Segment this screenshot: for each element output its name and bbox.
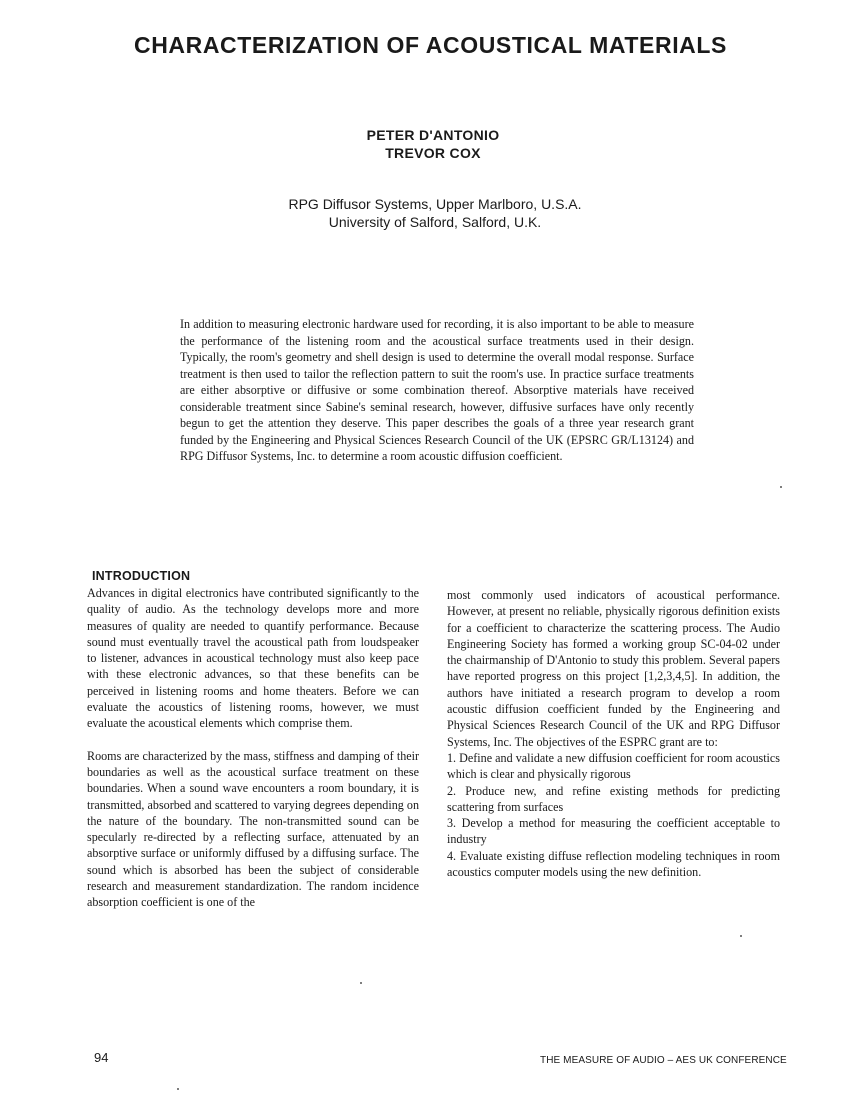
section-heading: INTRODUCTION: [92, 569, 191, 583]
affiliation-list: [220, 195, 650, 231]
affiliation: University of Salford, Salford, U.K.: [328, 214, 542, 230]
objective-item: 1. Define and validate a new diffusion coefficient for room acoustics which is clear and physically rigorous: [447, 750, 780, 782]
scan-speck: [177, 1088, 179, 1090]
scan-speck: [740, 935, 742, 937]
scan-speck: [360, 982, 362, 984]
scan-speck: [780, 486, 782, 488]
abstract: In addition to measuring electronic hardware used for recording, it is also important to be able to measure the performance of the listening room and the acoustical surface treatments used in their design. Typically, the room's geometry and shell design is used to determine the overall modal response. Surface treatment is then used to tailor the reflection pattern to suit the room's use. In practice surface treatments are either absorptive or diffusive or some combination thereof. Absorptive materials have received considerable treatment since Sabine's seminal research, however, diffusive surfaces have only recently begun to get the attention they deserve. This paper describes the goals of a three year research grant funded by the Engineering and Physical Sciences Research Council of the UK (EPSRC GR/L13124) and RPG Diffusor Systems, Inc. to determine a room acoustic diffusion coefficient.: [180, 317, 694, 463]
conference-footer: THE MEASURE OF AUDIO – AES UK CONFERENCE: [540, 1055, 787, 1066]
author-list: [268, 126, 598, 162]
right-column: [447, 587, 780, 880]
objective-item: 2. Produce new, and refine existing methods for predicting scattering from surfaces: [447, 783, 780, 814]
author-name: TREVOR COX: [385, 145, 481, 161]
objective-item: 3. Develop a method for measuring the coefficient acceptable to industry: [447, 816, 780, 847]
affiliation: RPG Diffusor Systems, Upper Marlboro, U.S.A.: [288, 196, 582, 212]
left-column: [87, 585, 419, 911]
body-paragraph: most commonly used indicators of acoustical performance. However, at present no reliable, physically rigorous definition exists for a coefficient to characterize the scattering process. The Audio Engineering Society has formed a working group SC-04-02 under the chairmanship of D'Antonio to study this problem. Several papers have reported progress on this project [1,2,3,4,5]. In addition, the authors have initiated a research program to develop a room acoustic diffusion coefficient funded by the Engineering and Physical Sciences Research Council of the UK and RPG Diffusor Systems, Inc. The objectives of the ESPRC grant are to:: [447, 588, 780, 749]
paper-title: CHARACTERIZATION OF ACOUSTICAL MATERIALS: [133, 32, 727, 58]
page-number: 94: [94, 1050, 109, 1065]
objective-item: 4. Evaluate existing diffuse reflection modeling techniques in room acoustics computer models using the new definition.: [447, 848, 780, 880]
author-name: PETER D'ANTONIO: [366, 127, 500, 143]
body-paragraph: Rooms are characterized by the mass, stiffness and damping of their boundaries as well as the acoustical surface treatment on these boundaries. When a sound wave encounters a room boundary, it is transmitted, absorbed and scattered to varying degrees depending on the nature of the boundary. The non-transmitted sound can be specularly re-directed by a reflecting surface, attenuated by an absorptive surface or uniformly diffused by a diffusing surface. The sound which is absorbed has been the subject of considerable research and measurement standardization. The random incidence absorption coefficient is one of the: [87, 748, 419, 910]
body-paragraph: Advances in digital electronics have contributed significantly to the quality of audio. As the technology develops more and more measures of quality are needed to quantify performance. Because sound must eventually travel the acoustical path from loudspeaker to listener, advances in acoustical technology must also keep pace with these electronic advances, so that these benefits can be perceived in listening rooms and home theaters. Before we can evaluate the acoustics of listening rooms, however, we must evaluate the acoustical elements which comprise them.: [87, 586, 419, 731]
